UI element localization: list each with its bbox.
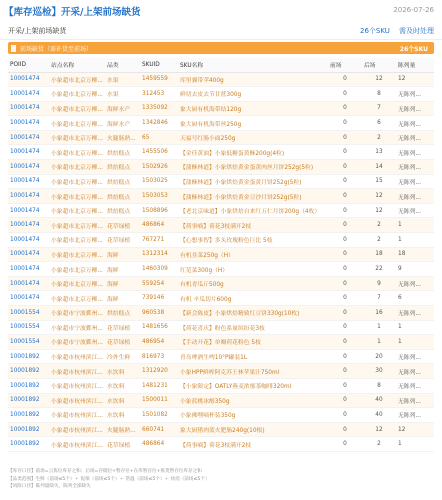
cell-front: 0 — [328, 378, 362, 393]
cell-category: 烘焙糕点 — [105, 174, 140, 189]
cell-front: 0 — [328, 437, 362, 452]
banner-sku-count: 26个SKU — [399, 46, 428, 53]
cell-skuid: 1503053 — [140, 189, 178, 204]
cell-store: 小象超市杭州滨江... — [49, 349, 105, 364]
cell-category: 花草绿植 — [105, 335, 140, 350]
table-row[interactable] — [8, 87, 434, 102]
cell-category: 水饮料 — [105, 364, 140, 379]
cell-poiid[interactable]: 10001892 — [8, 364, 49, 379]
cell-store: 小象超市宁波鄞州... — [49, 335, 105, 350]
cell-skuid: 559254 — [140, 276, 178, 291]
cell-display: 无陈列... — [396, 145, 434, 160]
cell-front: 0 — [328, 160, 362, 175]
table-row[interactable] — [8, 130, 434, 145]
cell-store: 小象超市北京万柳... — [49, 233, 105, 248]
cell-front: 0 — [328, 262, 362, 277]
cell-display: 1 — [396, 335, 434, 350]
cell-sku-name: 【蒲酥林道】小象烘焙黄金蛋黄月饼252g(5粒) — [178, 174, 328, 189]
col-header-back: 后场 — [362, 58, 396, 72]
cell-poiid[interactable]: 10001554 — [8, 320, 49, 335]
sku-table — [8, 58, 434, 452]
cell-sku-name: 天福号红肠小面250g — [178, 130, 328, 145]
cell-poiid[interactable]: 10001892 — [8, 393, 49, 408]
cell-poiid[interactable]: 10001892 — [8, 378, 49, 393]
cell-category: 水饮料 — [105, 378, 140, 393]
cell-back: 30 — [362, 364, 396, 379]
table-row[interactable] — [8, 422, 434, 437]
cell-front: 0 — [328, 247, 362, 262]
cell-store: 小象超市北京万柳... — [49, 262, 105, 277]
cell-store: 小象超市宁波鄞州... — [49, 320, 105, 335]
cell-category: 海鲜 — [105, 262, 140, 277]
cell-display: 无陈列... — [396, 408, 434, 423]
table-row[interactable] — [8, 189, 434, 204]
cell-front: 0 — [328, 393, 362, 408]
cell-category: 烘焙糕点 — [105, 145, 140, 160]
cell-store: 小象超市杭州滨江... — [49, 408, 105, 423]
cell-back: 16 — [362, 306, 396, 321]
cell-back: 14 — [362, 160, 396, 175]
table-row[interactable] — [8, 218, 434, 233]
footer-note: 【库存口径】前场=云拣位库存之和；后场=存储位+暂存位+在库暂存位+拣货暂存位库存之和 — [8, 469, 202, 474]
cell-front: 0 — [328, 101, 362, 116]
cell-front: 0 — [328, 218, 362, 233]
cell-category: 花草绿植 — [105, 437, 140, 452]
cell-sku-name: 【小象限定】OATLY燕麦浓郁茶咖啡320ml — [178, 378, 328, 393]
cell-category: 海鲜 — [105, 247, 140, 262]
cell-display: 9 — [396, 262, 434, 277]
cell-store: 小象超市北京万柳... — [49, 291, 105, 306]
cell-poiid[interactable]: 10001474 — [8, 87, 49, 102]
cell-poiid[interactable]: 10001892 — [8, 437, 49, 452]
cell-store: 小象超市北京万柳... — [49, 189, 105, 204]
cell-store: 小象超市北京万柳... — [49, 116, 105, 131]
cell-display: 无陈列... — [396, 364, 434, 379]
cell-back: 9 — [362, 276, 396, 291]
cell-sku-name: 鲜切去皮去节甘蔗300g — [178, 87, 328, 102]
table-row[interactable] — [8, 364, 434, 379]
cell-sku-name: 象大厨猪肉蓝火肥肠240g(10根) — [178, 422, 328, 437]
cell-poiid[interactable]: 10001554 — [8, 335, 49, 350]
cell-front: 0 — [328, 422, 362, 437]
cell-display: 18 — [396, 247, 434, 262]
table-row[interactable] — [8, 174, 434, 189]
cell-sku-name: 有机青瓜斤500g — [178, 276, 328, 291]
report-header — [0, 0, 442, 24]
cell-back: 12 — [362, 189, 396, 204]
cell-front: 0 — [328, 320, 362, 335]
handle-link[interactable]: 需及时处理 — [399, 27, 434, 35]
cell-back: 40 — [362, 408, 396, 423]
cell-poiid[interactable]: 10001474 — [8, 247, 49, 262]
cell-category: 烘焙糕点 — [105, 189, 140, 204]
cell-display: 6 — [396, 291, 434, 306]
cell-skuid: 739146 — [140, 291, 178, 306]
cell-skuid: 767271 — [140, 233, 178, 248]
table-row[interactable] — [8, 378, 434, 393]
cell-front: 0 — [328, 408, 362, 423]
cell-store: 小象超市杭州滨江... — [49, 437, 105, 452]
cell-display: 1 — [396, 437, 434, 452]
cell-front: 0 — [328, 174, 362, 189]
cell-skuid: 1459559 — [140, 72, 178, 87]
cell-skuid: 486864 — [140, 437, 178, 452]
footer-notes — [8, 468, 434, 491]
cell-poiid[interactable]: 10001474 — [8, 233, 49, 248]
cell-display: 无陈列... — [396, 306, 434, 321]
cell-category: 火腿肠熟... — [105, 130, 140, 145]
cell-sku-name: 【手动开花】单瓣荷花粉色 5枝 — [178, 335, 328, 350]
footer-note: 【风险口径】陈列量缺失、陈列全部缺失 — [8, 484, 91, 489]
cell-store: 小象超市宁波鄞州... — [49, 306, 105, 321]
cell-sku-name: 【金佳黄油】小象低糖蛋黄酥200g(4粒) — [178, 145, 328, 160]
cell-store: 小象超市北京万柳... — [49, 174, 105, 189]
cell-sku-name: 【新会陈皮】小象烘焙精致红豆饼330g(10枚) — [178, 306, 328, 321]
table-row[interactable] — [8, 408, 434, 423]
cell-category: 海鲜 — [105, 291, 140, 306]
cell-skuid: 1455506 — [140, 145, 178, 160]
cell-poiid[interactable]: 10001474 — [8, 174, 49, 189]
cell-poiid[interactable]: 10001474 — [8, 189, 49, 204]
col-header-skuid: SKUID — [140, 58, 178, 72]
table-row[interactable] — [8, 247, 434, 262]
cell-skuid: 1460309 — [140, 262, 178, 277]
cell-skuid: 960538 — [140, 306, 178, 321]
cell-back: 12 — [362, 422, 396, 437]
cell-store: 小象超市北京万柳... — [49, 203, 105, 218]
cell-back: 15 — [362, 174, 396, 189]
cell-sku-name: 【荷事嘀】荷花3枝满开2枝 — [178, 437, 328, 452]
category-banner — [8, 42, 434, 54]
cell-skuid: 486864 — [140, 218, 178, 233]
report-date: 2026-07-26 — [393, 6, 434, 14]
cell-display: 1 — [396, 320, 434, 335]
col-header-sku-name: SKU名称 — [178, 58, 328, 72]
cell-display: 无陈列... — [396, 203, 434, 218]
cell-category: 冷外生鲜 — [105, 349, 140, 364]
table-row[interactable] — [8, 393, 434, 408]
col-header-display: 陈列量 — [396, 58, 434, 72]
cell-display: 1 — [396, 218, 434, 233]
cell-sku-name: 【老北京味道】小象烘焙自来红五仁月饼200g（4枚） — [178, 203, 328, 218]
cell-poiid[interactable]: 10001474 — [8, 116, 49, 131]
table-row[interactable] — [8, 291, 434, 306]
cell-poiid[interactable]: 10001474 — [8, 130, 49, 145]
cell-category: 花草绿植 — [105, 218, 140, 233]
cell-back: 13 — [362, 145, 396, 160]
cell-skuid: 1335092 — [140, 101, 178, 116]
cell-store: 小象超市北京万柳... — [49, 160, 105, 175]
cell-back: 1 — [362, 335, 396, 350]
cell-poiid[interactable]: 10001474 — [8, 262, 49, 277]
cell-category: 水饮料 — [105, 393, 140, 408]
cell-display: 无陈列... — [396, 130, 434, 145]
cell-store: 小象超市北京万柳... — [49, 130, 105, 145]
cell-store: 小象超市北京万柳... — [49, 218, 105, 233]
cell-poiid[interactable]: 10001554 — [8, 306, 49, 321]
cell-category: 烘焙糕点 — [105, 160, 140, 175]
cell-display: 12 — [396, 422, 434, 437]
table-row[interactable] — [8, 233, 434, 248]
cell-display: 无陈列... — [396, 101, 434, 116]
cell-sku-name: 有机 辛瓜切片600g — [178, 291, 328, 306]
cell-front: 0 — [328, 203, 362, 218]
cell-store: 小象超市杭州滨江... — [49, 364, 105, 379]
cell-poiid[interactable]: 10001474 — [8, 160, 49, 175]
cell-display: 无陈列... — [396, 87, 434, 102]
cell-sku-name: 有机韭菜250g（H） — [178, 247, 328, 262]
cell-poiid[interactable]: 10001474 — [8, 145, 49, 160]
cell-sku-name: 【蒲酥林道】小象烘焙黄金蛋黄肉丝月饼252g(5粒) — [178, 160, 328, 175]
cell-category: 花草绿植 — [105, 320, 140, 335]
cell-poiid[interactable]: 10001892 — [8, 408, 49, 423]
cell-skuid: 1508896 — [140, 203, 178, 218]
cell-front: 0 — [328, 364, 362, 379]
cell-skuid: 312453 — [140, 87, 178, 102]
cell-back: 20 — [362, 349, 396, 364]
cell-display: 无陈列... — [396, 276, 434, 291]
cell-front: 0 — [328, 145, 362, 160]
cell-display: 无陈列... — [396, 116, 434, 131]
cell-front: 0 — [328, 233, 362, 248]
cell-store: 小象超市杭州滨江... — [49, 393, 105, 408]
section-sku-count: 26个SKU — [360, 27, 390, 35]
cell-skuid: 1500011 — [140, 393, 178, 408]
cell-poiid[interactable]: 10001474 — [8, 72, 49, 87]
cell-store: 小象超市北京万柳... — [49, 101, 105, 116]
col-header-store: 站点名称 — [49, 58, 105, 72]
cell-category: 海鲜水产 — [105, 116, 140, 131]
cell-category: 花草绿植 — [105, 233, 140, 248]
cell-back: 8 — [362, 87, 396, 102]
cell-skuid: 1342846 — [140, 116, 178, 131]
cell-display: 无陈列... — [396, 174, 434, 189]
footer-note: 【品类范围】生鲜（前场≤5个）＋ 短保（前场≤5个）＋ 常温（前场≤5个）＋ 快消（前场≤5个） — [8, 476, 210, 482]
cell-display: 无陈列... — [396, 349, 434, 364]
cell-back: 1 — [362, 320, 396, 335]
section-title: 开采/上架前场缺货 — [8, 27, 67, 35]
table-row[interactable] — [8, 262, 434, 277]
cell-back: 2 — [362, 233, 396, 248]
cell-front: 0 — [328, 335, 362, 350]
cell-sku-name: 库里翼带苹400g — [178, 72, 328, 87]
cell-sku-name: 红苋菜300g（H） — [178, 262, 328, 277]
cell-back: 6 — [362, 116, 396, 131]
cell-front: 0 — [328, 291, 362, 306]
cell-display: 无陈列... — [396, 160, 434, 175]
cell-store: 小象超市北京万柳... — [49, 276, 105, 291]
table-row[interactable] — [8, 160, 434, 175]
cell-store: 小象超市北京万柳... — [49, 247, 105, 262]
page-title: 【库存巡检】开采/上架前场缺货 — [4, 7, 141, 18]
cell-display: 无陈列... — [396, 378, 434, 393]
cell-back: 2 — [362, 437, 396, 452]
cell-front: 0 — [328, 130, 362, 145]
table-row[interactable] — [8, 203, 434, 218]
cell-display: 12 — [396, 72, 434, 87]
cell-back: 7 — [362, 101, 396, 116]
cell-poiid[interactable]: 10001474 — [8, 291, 49, 306]
section-header — [0, 22, 442, 40]
cell-back: 2 — [362, 218, 396, 233]
cell-back: 40 — [362, 393, 396, 408]
table-row[interactable] — [8, 101, 434, 116]
cell-poiid[interactable]: 10001892 — [8, 422, 49, 437]
cell-poiid[interactable]: 10001474 — [8, 203, 49, 218]
cell-skuid: 1503025 — [140, 174, 178, 189]
cell-back: 22 — [362, 262, 396, 277]
cell-front: 0 — [328, 116, 362, 131]
cell-category: 海鲜水产 — [105, 101, 140, 116]
cell-front: 0 — [328, 349, 362, 364]
cell-skuid: 1312920 — [140, 364, 178, 379]
cell-sku-name: 【荷花喜庆】粉色系量缤纷花3枝 — [178, 320, 328, 335]
cell-poiid[interactable]: 10001474 — [8, 218, 49, 233]
table-row[interactable] — [8, 276, 434, 291]
cell-front: 0 — [328, 72, 362, 87]
col-header-category: 品类 — [105, 58, 140, 72]
table-row[interactable] — [8, 335, 434, 350]
cell-front: 0 — [328, 87, 362, 102]
cell-skuid: 1481656 — [140, 320, 178, 335]
cell-sku-name: 【蒲酥林道】小象烘焙黄金豆沙月饼252g(5粒) — [178, 189, 328, 204]
cell-display: 无陈列... — [396, 393, 434, 408]
cell-store: 小象超市杭州滨江... — [49, 422, 105, 437]
cell-back: 7 — [362, 291, 396, 306]
cell-sku-name: 小象HPP鲜榨阿克苏王林苹果汁750ml — [178, 364, 328, 379]
cell-category: 烘焙糕点 — [105, 203, 140, 218]
cell-store: 小象超市北京万柳... — [49, 87, 105, 102]
cell-store: 小象超市北京万柳... — [49, 145, 105, 160]
banner-label: 前场缺货（需补货至前场） — [20, 46, 93, 53]
cell-back: 18 — [362, 247, 396, 262]
cell-back: 8 — [362, 378, 396, 393]
cell-skuid: 816973 — [140, 349, 178, 364]
cell-front: 0 — [328, 306, 362, 321]
table-row[interactable] — [8, 72, 434, 87]
table-row[interactable] — [8, 320, 434, 335]
cell-front: 0 — [328, 276, 362, 291]
cell-category: 水果 — [105, 72, 140, 87]
cell-sku-name: 【心想事智】多头玫瑰粉色巨比 5枝 — [178, 233, 328, 248]
cell-front: 0 — [328, 189, 362, 204]
cell-sku-name: 象大厨有机海带丝250g — [178, 116, 328, 131]
cell-poiid[interactable]: 10001892 — [8, 349, 49, 364]
cell-display: 1 — [396, 233, 434, 248]
cell-store: 小象超市北京万柳... — [49, 72, 105, 87]
cell-sku-name: 青岛啤酒生啤10°P罐装1L — [178, 349, 328, 364]
cell-category: 水果 — [105, 87, 140, 102]
cell-skuid: 1501082 — [140, 408, 178, 423]
cell-poiid[interactable]: 10001474 — [8, 101, 49, 116]
table-row[interactable] — [8, 306, 434, 321]
table-row[interactable] — [8, 116, 434, 131]
bookmark-icon — [11, 45, 16, 52]
cell-skuid: 1502926 — [140, 160, 178, 175]
cell-category: 海鲜 — [105, 276, 140, 291]
cell-sku-name: 小象佛嘿嘀杯装350g — [178, 408, 328, 423]
cell-sku-name: 小象蓝桃冰醇350g — [178, 393, 328, 408]
cell-category: 烘焙糕点 — [105, 306, 140, 321]
cell-display: 无陈列... — [396, 189, 434, 204]
cell-back: 12 — [362, 203, 396, 218]
cell-skuid: 486954 — [140, 335, 178, 350]
table-row[interactable] — [8, 349, 434, 364]
cell-skuid: 65 — [140, 130, 178, 145]
cell-back: 2 — [362, 130, 396, 145]
cell-skuid: 1312314 — [140, 247, 178, 262]
table-row[interactable] — [8, 437, 434, 452]
cell-sku-name: 【荷事嘀】荷花3枝满开2枝 — [178, 218, 328, 233]
cell-skuid: 1481231 — [140, 378, 178, 393]
cell-poiid[interactable]: 10001474 — [8, 276, 49, 291]
col-header-poiid: POIID — [8, 58, 49, 72]
table-header-row — [8, 58, 434, 72]
cell-category: 水饮料 — [105, 408, 140, 423]
col-header-front: 前场 — [328, 58, 362, 72]
cell-back: 12 — [362, 72, 396, 87]
cell-category: 火腿肠熟... — [105, 422, 140, 437]
cell-skuid: 660741 — [140, 422, 178, 437]
cell-store: 小象超市杭州滨江... — [49, 378, 105, 393]
cell-sku-name: 象大厨有机海带结120g — [178, 101, 328, 116]
table-row[interactable] — [8, 145, 434, 160]
